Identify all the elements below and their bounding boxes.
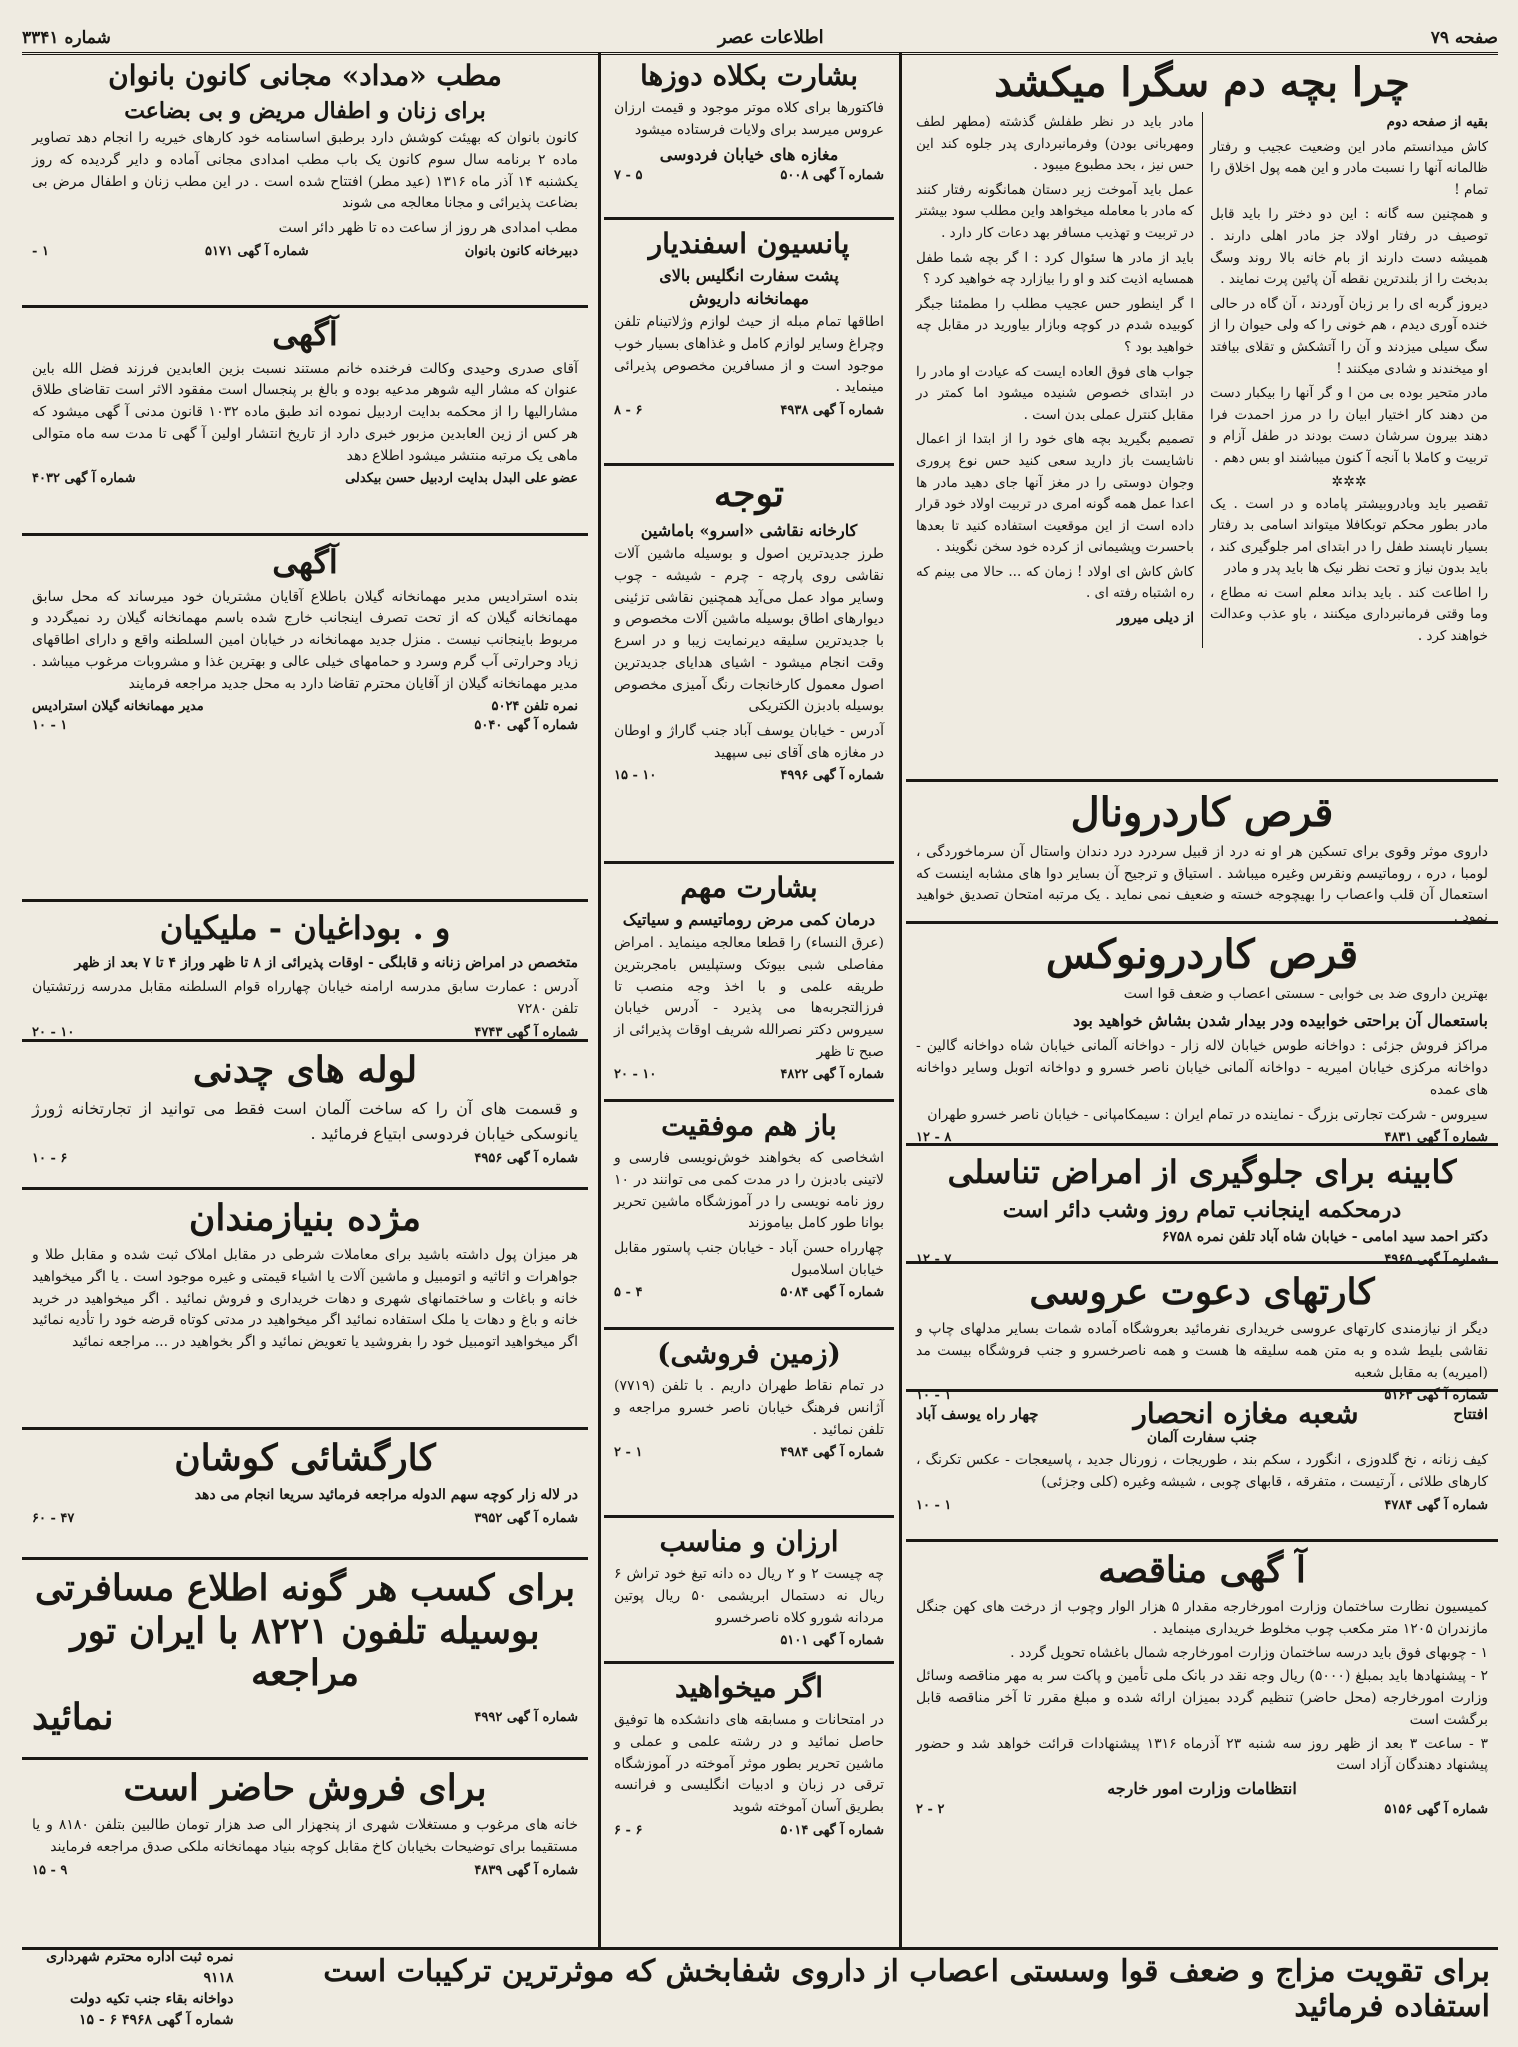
ad-text: چه چیست ۲ و ۲ ریال ده دانه تیغ خود تراش ۶ ریال نه دستمال ابریشمی ۵۰ ریال پوتین مردانه شورو کلاه ناصرخسرو [614,1566,884,1626]
ad-title: ارزان و مناسب [659,1525,839,1558]
paragraph: مادر باید در نظر طفلش گذشته (مطهر لطف ومهربانی بودن) وفرمانبرداری پدر جلوه کند این حس نیز ، بحد مطبوع میبود . [916,114,1194,174]
ad-ref: شماره آ گهی ۴۹۵۶ [474,1150,578,1166]
ad-clinic [22,52,588,308]
ad-cast-iron-pipes [22,1042,588,1190]
ad-title: کابینه برای جلوگیری از امراض تناسلی [947,1153,1457,1191]
ad-signature: دبیرخانه کانون بانوان [464,243,578,259]
ad-text: کمیسیون نظارت ساختمان وزارت امورخارجه مقدار ۵ هزار الوار وچوب از درخت های کهن جنگل مازندران ۱۲۰۵ متر مکعب چوب مخلوط خریداری مینماید . [916,1599,1488,1638]
ad-text: سیروس - شرکت تجارتی بزرگ - نماینده در تمام ایران : سیمکامپانی - خیابان ناصر خسرو طهران [927,1106,1488,1123]
ad-subtitle: برای زنان و اطفال مریض و بی بضاعت [124,98,486,125]
ad-title: آ گهی مناقصه [1098,1549,1306,1591]
ad-run: ۹ - ۱۵ [32,1862,68,1878]
ad-cheap [604,1518,894,1664]
ad-notice-hotel [22,536,588,902]
ad-attention [604,466,894,864]
paragraph: مادر متحیر بوده بی من ا و گر آنها را بیکبار دست من دهند کار اختیار ابیان را در مرز احمدت فرا دهند بیرون سرشان دست بودند در طفل آزام و تربیت و کاملا با آنجه آ کنون میباشند او بس دهم . [1210,385,1488,466]
ad-ref: شماره آ گهی ۴۹۸۴ [780,1445,884,1461]
ad-title: برای کسب هر گونه اطلاع مسافرتی [34,1567,576,1609]
tender-item: ۱ - چوبهای فوق باید درسه ساختمان وزارت امورخارجه شمال باغشاه تحویل گردد . [1010,1644,1488,1661]
ad-ref: شماره آ گهی ۴۷۴۳ [474,1024,578,1040]
ad-text: بهترین داروی ضد بی خوابی - سستی اعصاب و ضعف قوا است [1123,986,1488,1002]
ad-wedding-cards [906,1264,1498,1404]
ad-title: کارگشائی کوشان [174,1437,436,1479]
ad-text: در امتحانات و مسابقه های دانشکده ها توفیق حاصل نمائید و در رشته علمی و عملی و ماشین تحریر بطور موثر آموخته در آموزشگاه ترقی در زبان و ادبیات انگلیسی و فرانسه بطریق آسان آموخته شوید [614,1712,884,1815]
ad-footer [32,1696,578,1738]
ad-text: کیف زنانه ، نخ گلدوزی ، انگورد ، سکم بند ، طوریجات ، زورنال جدید ، پاسیعجات - عکس تکرنگ ، کارهای طلائی ، آرتیست ، متفرقه ، قابهای چوبی ، شیشه وغیره (کلی وجزئی) [916,1452,1488,1490]
paragraph: ا گر اینطور حس عجیب مطلب را مطمئنا جبگر کوبیده شدم در کوچه وبازار بیاورید در مقابل چه خواهید بود ؟ [916,295,1194,355]
ad-text: اشخاصی که بخواهند خوش‌نویسی فارسی و لاتینی بادبزن را در مدت کمی می توانند در ۱۰ روز نامه نویسی را در آموزشگاه ماشین تحریر بوانا طور کامل بیاموزند [614,1150,884,1232]
ad-ref: شماره آ گهی ۵۰۸۴ [780,1285,884,1301]
ad-run: ۶ - ۶ [614,1822,643,1838]
ad-title: پانسیون اسفندیار [648,227,850,260]
ad-ref: شماره آ گهی ۴۰۳۲ [32,471,136,487]
ad-ref: شماره آ گهی ۵۱۰۱ [780,1633,884,1649]
ad-text: مراکز فروش جزئی : دواخانه طوس خیابان لاله زار - دواخانه آلمانی خیابان شاه دواخانه گالین - دواخانه مرکزی خیابان امیریه - دواخانه آلمانی خیابان ناصر خسرو و دواخانه اتوبل وسایر دواخانه های عمده [916,1038,1488,1098]
ad-text: (عرق النساء) را قطعا معالجه مینماید . امراض مفاصلی شبی بیوتک وستپلیس بامجربترین طریقه علمی و با اخذ وجه منصب تا فرزالتجربه‌ها می پذیرد - آدرس خیابان سیروس دکتر نصرالله شریف اوقات پذیرائی از صبح تا ظهر [614,935,884,1060]
newspaper-name: اطلاعات عصر [717,27,824,48]
ad-footer [614,768,884,783]
ad-title: قرص کاردرونوکس [1045,931,1359,978]
ad-title: آگهی [272,315,338,353]
paragraph: کاش کاش ای اولاد ! زمان که ... حالا می بینم که ره اشتباه رفته ای . [916,563,1194,602]
left-column [22,52,588,1947]
ad-ref: شماره آ گهی ۵۱۶۳ [1384,1388,1488,1404]
article-title: چرا بچه دم سگرا میکشد [994,59,1410,106]
ad-footer [614,1445,884,1460]
ad-ref: شماره آ گهی ۵۱۷۱ [205,243,309,259]
ad-ref: شماره آ گهی ۵۰۱۴ [780,1822,884,1838]
ad-ref: شماره آ گهی ۴۸۲۲ [780,1067,884,1083]
ad-subtitle: مهمانخانه داریوش [689,289,809,309]
ad-ref: شماره آ گهی ۵۰۴۰ [474,718,578,734]
ad-run: ۶ - ۱۵ [78,2011,118,2028]
banner-slogan: برای تقویت مزاج و ضعف قوا وسستی اعصاب از داروی شفابخش که موثرترین ترکیبات است استفاده فرمائید [323,1953,1490,2024]
ad-address: آدرس - خیابان یوسف آباد جنب گاراژ و اوطان در مغازه های آقای نبی سپهید [614,722,884,761]
ad-run: ۱ - [32,243,49,259]
paragraph: و همچنین سه گانه : این دو دختر را باید قابل توصیف در رفتار اولاد جز مادر اهلی دارند . همیشه دست دارند از بام خانه بالا روند وسگ بدبخت را از بلندترین نقطه آن پائین پرت نمایند . [1210,206,1488,288]
paragraph: کاش میدانستم مادر این وضعیت عجیب و رفتار ظالمانه آنها را نسبت مادر و این همه پول اخلاق را تمام ! [1210,138,1488,198]
ad-header [916,1398,1488,1430]
ad-footer [614,1823,884,1838]
banner-ref [30,2010,234,2031]
ad-text: در لاله زار کوچه سهم الدوله مراجعه فرمائید سریعا انجام می دهد [194,1487,578,1504]
ad-run: ۱ - ۱۰ [916,1497,952,1513]
ad-subtitle: جنب سفارت آلمان [1146,1430,1258,1447]
ad-run: ۱۰ - ۲۰ [614,1067,657,1083]
ad-footer [614,1067,884,1082]
ad-ref: شماره آ گهی ۵۰۰۸ [780,167,884,183]
ad-address: مغازه های خیابان فردوسی [659,144,839,164]
ad-ref: شماره آ گهی ۴۷۸۴ [1384,1497,1488,1513]
ad-shop-branch [906,1392,1498,1542]
ad-ref: شماره آ گهی ۴۹۳۸ [780,402,884,418]
ad-footer [916,1498,1488,1513]
ad-run: ۴۷ - ۶۰ [32,1511,75,1527]
ad-good-news [22,1190,588,1430]
paragraph: جواب های فوق العاده ایست که عیادت او مادر را در ابتدای خصوص شنیده میشود اما کمتر در مقابل کنترل عملی بدن است . [916,363,1194,423]
ad-title: (زمین فروشی) [657,1337,841,1370]
ad-footer [614,168,884,183]
paragraph: عمل باید آموخت زیر دستان همانگونه رفتار کنند که مادر با معامله میخواهد واین مطلب سود بیشتر در تربیت و تهذیب مسافر بهد دعات کار دارد . [916,181,1194,241]
ad-address: آدرس : عمارت سابق مدرسه ارامنه خیابان چهارراه قوام السلطنه مقابل مدرسه زرتشتیان تلفن ۷۲۸۰ [32,979,578,1018]
ad-footer [916,1802,1488,1817]
ad-text: فاکتورها برای کلاه موتر موجود و قیمت ارزان عروس میرسد برای ولایات فرستاده میشود [614,100,884,138]
banner-registration: نمره ثبت اداره محترم شهرداری ۹۱۱۸ [46,1948,234,1986]
ad-text: کانون بانوان که بهیئت کوشش دارد برطبق اساسنامه خود کارهای خیریه را انجام دهد تصاویر ماده ۲ برنامه سال سوم کانون یک باب مطب امدادی مجانی آماده و دایر گردیده که روز یکشنبه ۱۴ آذر ماه ۱۳۱۶ (عید مطر) افتتاح شده است . در این مطب زنان و اطفال مرض بی بضاعت پذیرائی و مجانا معالجه می شوند [32,130,578,212]
article-body [916,112,1488,648]
tender-item: ۲ - پیشنهادها باید بمبلغ (۵۰۰۰) ریال وجه نقد در بانک ملی تأمین و پاکت سر به مهر مناقصه وسائل وزارت امورخارجه (محل حاضر) تنظیم گردد بمیزان ارائه شده و مبلغ مقرر تا آخر مناقصه قابل برگشت است [916,1668,1488,1728]
ad-text: دیگر از نیازمندی کارتهای عروسی خریداری نفرمائید بعروشگاه آماده شمات بسایر مدلهای چاپ و نقاشی بلیط شده و به متن همه سلیقه ها هست و همه ناصرخسرو و جنب فروشگاه بیست مد (امیریه) به مقابل شعبه [916,1321,1488,1381]
paragraph: تقصیر باید وبادروبیشتر پاماده و در است . یک مادر بطور محکم توبکافلا میتواند اسامی بد رفتار بسیار ناپسند طفل را در ابتدای امر جلوگیری کند ، باید بدون نیاز و تحت نظر نیک ها باید پدر و مادر [1210,495,1488,577]
ad-line: نمائید [32,1696,114,1739]
ad-footer [32,244,578,259]
ad-title: بشارت مهم [680,871,818,904]
ad-subtitle: درمحکمه اینجانب تمام روز وشب دائر است [1002,1196,1402,1223]
ad-line: بوسیله تلفون ۸۲۲۱ با ایران تور مراجعه [70,1610,540,1694]
ad-footer [32,1151,578,1166]
ad-footer [614,1285,884,1300]
ad-title: باز هم موفقیت [661,1109,837,1142]
ad-for-sale [22,1760,588,1947]
ad-title: قرص کاردرونال [1070,789,1334,836]
page-number: صفحه ۷۹ [1430,28,1498,48]
ad-text: اطاقها تمام مبله از حیث لوازم وژلاتینام تلفن وچراغ وسایر لوازم کامل و غذاهای بسیار خوب موجود است و از مسافرین مخصوص پذیرائی مینماید . [614,314,884,396]
ad-run: ۱۰ - ۲۰ [32,1024,75,1040]
ad-cardoronox [906,924,1498,1146]
ad-title: و . بوداغیان - ملیکیان [159,909,451,947]
ad-title: اگر میخواهید [675,1671,823,1704]
ad-title: برای فروش حاضر است [123,1767,487,1809]
ad-text: هر میزان پول داشته باشید برای معاملات شرطی در مقابل املاک ثبت شده و مقابل طلا و جواهرات و اثاثیه و اتومبیل و ماشین آلات یا اشیاء قیمتی و غیره موجود است . یا اگر میخواهید خانه و باغات و ساختمانهای شهری و دهات خریداری و فروش نمائید . اگر میخواهید در خرید خانه و باغ و دهات یا ملک استفاده نمائید اگر میخواهید در مدتی کوتاه قرضه خود را تأدیه نمائید اگر میخواهید اتومبیل خود را بفروشید یا تعویض نمائید و اگر بخواهید در ... مراجعه نمائید [32,1247,578,1351]
banner-side-info [30,1947,234,2031]
ad-tender [906,1542,1498,1946]
ad-signature: مدیر مهمانخانه گیلان استرادیس [32,699,204,715]
ad-phone: نمره تلفن ۵۰۲۴ [491,699,578,715]
ad-address: دکتر احمد سید امامی - خیابان شاه آباد تلفن نمره ۶۷۵۸ [1161,1228,1488,1245]
ad-title: آگهی [272,543,338,581]
paragraph: تصمیم بگیرید بچه های خود را از ابتدا از اعمال ناشایست باز دارید سعی کنید حس نوع پروری وجوان دوستی را در مغز آنها جای دهید مادر ها اعدا عمل همه گونه امری در تربیت اولاد خود قرار داده است از این موقعیت استفاده کنید تا بعدها باحسرت وپشیمانی از کرده خود سخن نگویند . [916,431,1194,556]
ad-hats [604,52,894,220]
ad-cabinet [906,1146,1498,1268]
ad-title: لوله های چدنی [192,1049,418,1091]
ad-if-you-want [604,1664,894,1947]
ad-subtitle: کارخانه نقاشی «اسرو» باماشین [640,521,858,541]
ad-ref: شماره آ گهی ۴۹۶۵ [1384,1252,1488,1268]
ad-text: مطب امدادی هر روز از ساعت ده تا ظهر دائر است [278,219,578,236]
paragraph: باید از مادر ها سئوال کرد : ا گر بچه شما طفل همسایه اذیت کند و او را بیازارد چه خواهید کرد ؟ [916,249,1194,288]
ad-ref: شماره آ گهی ۴۹۹۶ [780,768,884,784]
ad-travel [22,1560,588,1760]
ad-ref: شماره آ گهی ۴۸۳۹ [474,1862,578,1878]
separator-stars: ✲✲✲ [1331,473,1367,490]
ad-ref: شماره آ گهی ۳۹۵۲ [474,1511,578,1527]
ad-notice-divorce [22,308,588,536]
issue-number: شماره ۳۳۴۱ [22,28,111,48]
ad-subtitle: درمان کمی مرض روماتیسم و سیاتیک [622,910,876,930]
ad-ref: شماره آ گهی ۴۸۳۱ [1384,1130,1488,1146]
ad-ref: شماره آ گهی ۴۹۶۸ [121,2011,234,2028]
ad-run: ۱ - ۱۰ [32,718,68,734]
ad-footer [614,403,884,418]
ad-title: مژده بنیازمندان [188,1197,422,1239]
ad-text: باستعمال آن براحتی خوابیده ودر بیدار شدن بشاش خواهید بود [1072,1010,1488,1030]
ad-footer [614,1633,884,1648]
ad-footer [916,1130,1488,1145]
article-smoking [906,52,1498,782]
ad-footer [32,718,578,733]
ad-koushan [22,1430,588,1560]
column-rule [899,52,902,1947]
ad-run: ۶ - ۱۰ [32,1150,68,1166]
ad-signature: انتظامات وزارت امور خارجه [1107,1778,1297,1798]
ad-title: مطب «مداد» مجانی کانون بانوان [108,59,502,92]
article-signature: از دیلی میرور [1117,610,1194,627]
ad-address: چهار راه یوسف آباد [916,1405,1039,1424]
ad-run: ۱ - ۲ [614,1445,643,1461]
ad-subtitle: پشت سفارت انگلیس بالای [659,266,839,286]
ad-text: خانه های مرغوب و مستغلات شهری از پنجهزار الی صد هزار تومان طالبین بتلفن ۸۱۸۰ و یا مستقیما برای توضیحات بخیابان کاخ مقابل کوچه بنیاد مهمانخانه ملکی صدق مراجعه فرمایند [32,1817,578,1856]
paragraph: دیروز گربه ای را بر زبان آوردند ، آن گاه در حالی خنده آوری دیدم ، هم خونی را که ولی حیوان را از سگ سیلی میزدند و آن را آتشکش و تقلای بیافتد او میخندند و شادی میکنند ! [1210,295,1488,377]
ad-address: چهارراه حسن آباد - خیابان جنب پاستور مقابل خیابان اسلامبول [614,1239,884,1278]
ad-important-news [604,864,894,1102]
ad-doctors [22,902,588,1042]
newspaper-page [22,52,1498,2027]
ad-run: ۴ - ۵ [614,1285,643,1301]
tender-item: ۳ - ساعت ۳ بعد از ظهر روز سه شنبه ۲۳ آذرماه ۱۳۱۶ پیشنهادات قرائت خواهد شد و حضور پیشنهاد دهندگان آزاد است [916,1735,1488,1774]
ad-run: ۵ - ۷ [614,167,643,183]
ad-footer [32,1511,578,1526]
ad-text: متخصص در امراض زنانه و قابلگی - اوقات پذیرائی از ۸ تا ظهر وراز ۴ تا ۷ بعد از ظهر [74,954,578,971]
ad-footer [32,1863,578,1878]
middle-column [604,52,894,1947]
masthead [22,10,1498,55]
bottom-banner-ad [22,1947,1498,2027]
ad-text: در تمام نقاط طهران داریم . با تلفن (۷۷۱۹) آژانس فرهنگ خیابان ناصر خسرو مراجعه و تلفن نمائید . [614,1378,884,1438]
ad-footer [32,1025,578,1040]
ad-footer [32,699,578,714]
ad-footer [32,471,578,486]
ad-text: آقای صدری وحیدی وکالت فرخنده خانم مستند نسبت بزین العابدین فرزند فضل الله باین عنوان که مشار الیه شوهر مدعیه بوده و بالغ بر پنجسال است مفقود الاثر است تقاضای طلاق مشارالیها را از محکمه بدایت اردبیل نموده اند طبق ماده ۱۰۳۲ قانون مدنی آ گهی میشود که هر کس از زین العابدین مزبور خبری دارد از تاریخ انتشار اولین آ گهی تا مدت سه ماه متوالی ماهی یک مرتبه منتشر میشود اطلاع دهد [32,360,578,464]
ad-title: بشارت بکلاه دوزها [639,59,859,92]
ad-pension [604,220,894,466]
right-column [906,52,1498,2027]
banner-pharmacy: دواخانه بقاء جنب تکیه دولت [70,1990,234,2007]
ad-land-sale [604,1330,894,1518]
ad-cardoronal [906,782,1498,924]
ad-run: ۸ - ۱۲ [916,1130,952,1146]
ad-opening-label: افتتاح [1453,1405,1488,1424]
ad-ref: شماره آ گهی ۴۹۹۲ [474,1709,578,1725]
ad-run: ۱ - ۱۰ [916,1388,952,1404]
paragraph: را اطاعت کند . باید بداند معلم است نه مطاع ، وما وقتی فرمانبرداری میکنند ، باو عذب وعدالت خواهند کرد . [1210,584,1488,645]
ad-signature: عضو علی البدل بدایت اردبیل حسن بیکدلی [345,471,578,487]
ad-run: ۶ - ۸ [614,402,643,418]
ad-text: و قسمت های آن را که ساخت آلمان است فقط می توانید از تجارتخانه ژورژ یانوسکی خیابان فردوسی ابتیاع فرمائید . [32,1099,578,1144]
ad-title: کارتهای دعوت عروسی [1029,1271,1375,1313]
ad-run: ۲ - ۲ [916,1801,945,1817]
ad-run: ۷ - ۱۲ [916,1252,952,1268]
ad-text: داروی موثر وقوی برای تسکین هر او نه درد از قبیل سردرد درد دندان واستال آن سرماخوردگی ، لومبا ، دره ، روماتیسم ونقرس وغیره میباشد . استیاق و ترجیح آن بسایر دوا های مشابه اینست که استعمال آن قلب واعصاب را بهیچوجه خسته و ضعیف نمی نماید . یک مرتبه امتحان تصدیق خواهید نمود . [916,844,1488,926]
ad-ref: شماره آ گهی ۵۱۵۶ [1384,1801,1488,1817]
ad-title: توجه [713,473,785,515]
continued-note: بقیه از صفحه دوم [1386,114,1488,130]
ad-text: طرز جدیدترین اصول و بوسیله ماشین آلات نقاشی روی پارچه - چرم - شیشه - چوب وسایر مواد عمل می‌آید همچنین نقاشی تزئینی دیوارهای اطاق بوسیله ماشین آلات مخصوص و با جدیدترین سلیقه دیرنمایت زیبا و در اسرع وقت انجام میشود - اشیای هدایای جدیدترین اصول معمول کارخانجات رنگ آمیزی مخصوص بوسیله بادبزن الکتریکی [614,546,884,715]
ad-run: ۱۰ - ۱۵ [614,768,657,784]
ad-title: شعبه مغازه انحصار [1133,1397,1359,1430]
column-rule [598,52,601,1947]
ad-text: بنده استرادیس مدیر مهمانخانه گیلان باطلاع آقایان مشتریان خود میرساند که محل سابق مهمانخانه گیلان که از تحت تصرف اینجانب خارج شده باسم مهمانخانه گیلان رد نمیگردد و مربوط باینجانب نیست . منزل جدید مهمانخانه در خیابان امین السلطنه واقع و دارای اطاقهای زیاد وحرارتی آب گرم وسرد و حمامهای خیلی عالی و بهترین غذا و مشروبات مرغوب میباشد . مدیر مهمانخانه گیلان از آقایان محترم تقاضا دارد به محل جدید مراجعه فرمایند [32,588,578,692]
ad-success [604,1102,894,1330]
